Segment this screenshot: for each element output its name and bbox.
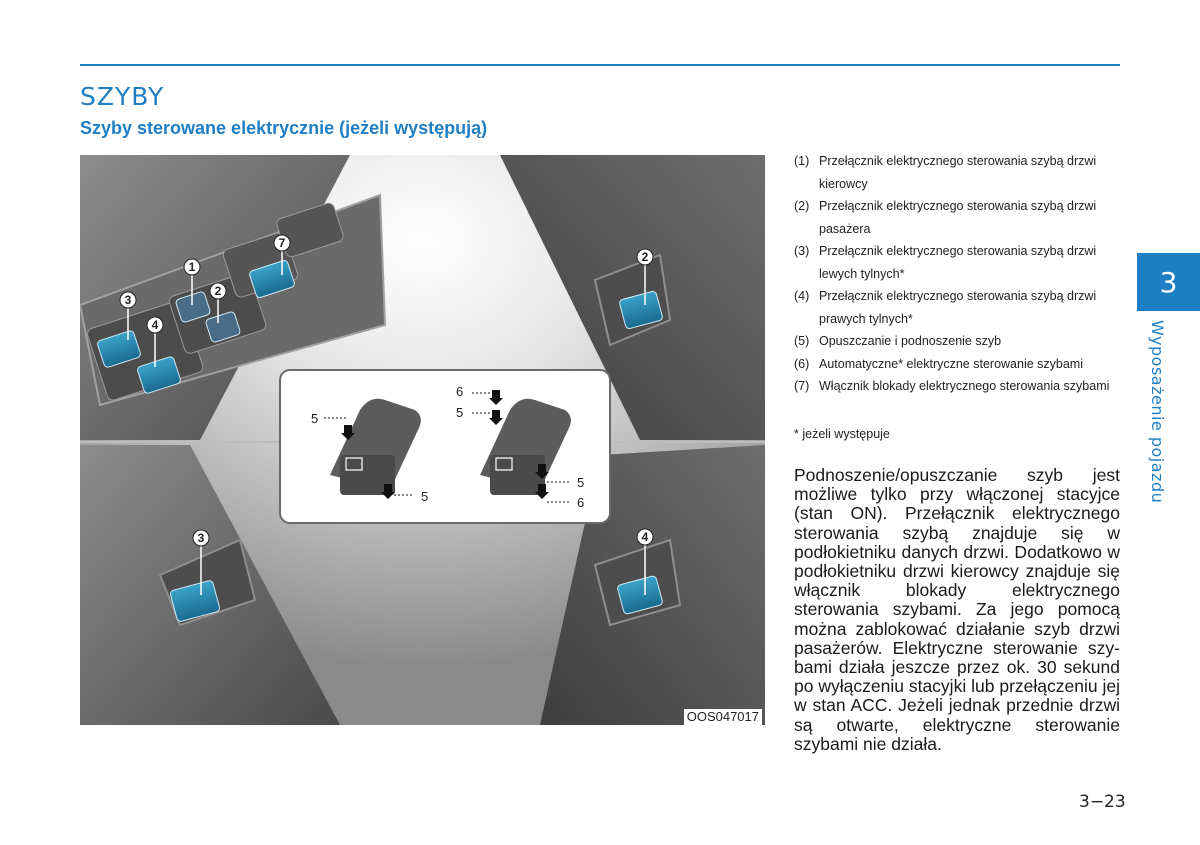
figure-code: OOS047017 (684, 709, 762, 725)
page-number: 3−23 (1079, 792, 1126, 812)
window-switch-figure (80, 155, 765, 725)
callout-4-lower: 4 (641, 530, 649, 544)
legend-text: Automatyczne* elektryczne sterowanie szybami (819, 356, 1084, 371)
legend-item (794, 285, 1124, 330)
inset-label-5-down-left: 5 (421, 489, 429, 504)
figure-illustration (80, 155, 765, 725)
callout-2-right: 2 (641, 250, 649, 264)
inset-label-5-down-right: 5 (577, 475, 585, 490)
legend-text: Przełącznik elektrycznego sterowania szybą drzwi pasażera (819, 199, 1097, 236)
legend-text: Przełącznik elektrycznego sterowania szybą drzwi kierowcy (819, 154, 1097, 191)
legend-text: Przełącznik elektrycznego sterowania szybą drzwi prawych tylnych* (819, 289, 1097, 326)
legend-item (794, 240, 1124, 285)
legend-number: (2) (794, 199, 810, 213)
legend-number: (4) (794, 289, 810, 303)
inset-label-6-down-right: 6 (577, 495, 585, 510)
legend-number: (5) (794, 334, 810, 348)
inset-label-6-up-right: 6 (456, 384, 464, 399)
legend-item (794, 375, 1124, 398)
legend-number: (3) (794, 244, 810, 258)
legend-text: Opuszczanie i podnoszenie szyb (819, 334, 1002, 348)
callout-1: 1 (188, 260, 196, 274)
callout-3: 3 (124, 293, 132, 307)
callout-4: 4 (151, 318, 159, 332)
legend-number: (7) (794, 379, 810, 393)
legend-item (794, 195, 1124, 240)
legend-footnote: * jeżeli występuje (794, 427, 890, 441)
section-title: SZYBY (80, 82, 165, 111)
inset-label-5-up-left: 5 (311, 411, 319, 426)
subsection-title: Szyby sterowane elektrycznie (jeżeli występują) (80, 118, 488, 138)
legend-number: (1) (794, 154, 810, 168)
legend-number: (6) (794, 356, 810, 371)
inset-label-5-up-right: 5 (456, 405, 464, 420)
legend-text: Przełącznik elektrycznego sterowania szybą drzwi lewych tylnych* (819, 244, 1097, 281)
callout-3-lower: 3 (197, 531, 205, 545)
legend-list (794, 150, 1124, 398)
legend-item (794, 150, 1124, 195)
chapter-name: Wyposażenie pojazdu (1148, 320, 1167, 504)
legend-item (794, 330, 1124, 353)
legend-item (794, 353, 1124, 376)
callout-2: 2 (214, 284, 222, 298)
callout-7: 7 (278, 236, 286, 250)
top-rule (80, 64, 1120, 66)
legend-text: Włącznik blokady elektrycznego sterowania szybami (819, 379, 1110, 393)
chapter-tab: 3 (1137, 253, 1200, 311)
switch-operation-inset (280, 370, 610, 523)
body-paragraph: Podnoszenie/opuszczanie szyb jest możliwe tylko przy włączonej stacyjce (stan ON). Przełącznik elektrycznego sterowania szybą znajduje się w podłokietniku danych drzwi. Dodatkowo w podłokietniku drzwi kierowcy znajduje się włącznik blokady elektrycznego sterowania szybami. Za jego pomocą można zablokować działanie szyb drzwi pasażerów. Elektryczne sterowanie szybami działa jeszcze przez ok. 30 sekund po wyłączeniu stacyjki lub przełączeniu jej w stan ACC. Jeżeli jednak przednie drzwi są otwarte, elektryczne sterowanie szybami nie działa. (794, 465, 1120, 754)
